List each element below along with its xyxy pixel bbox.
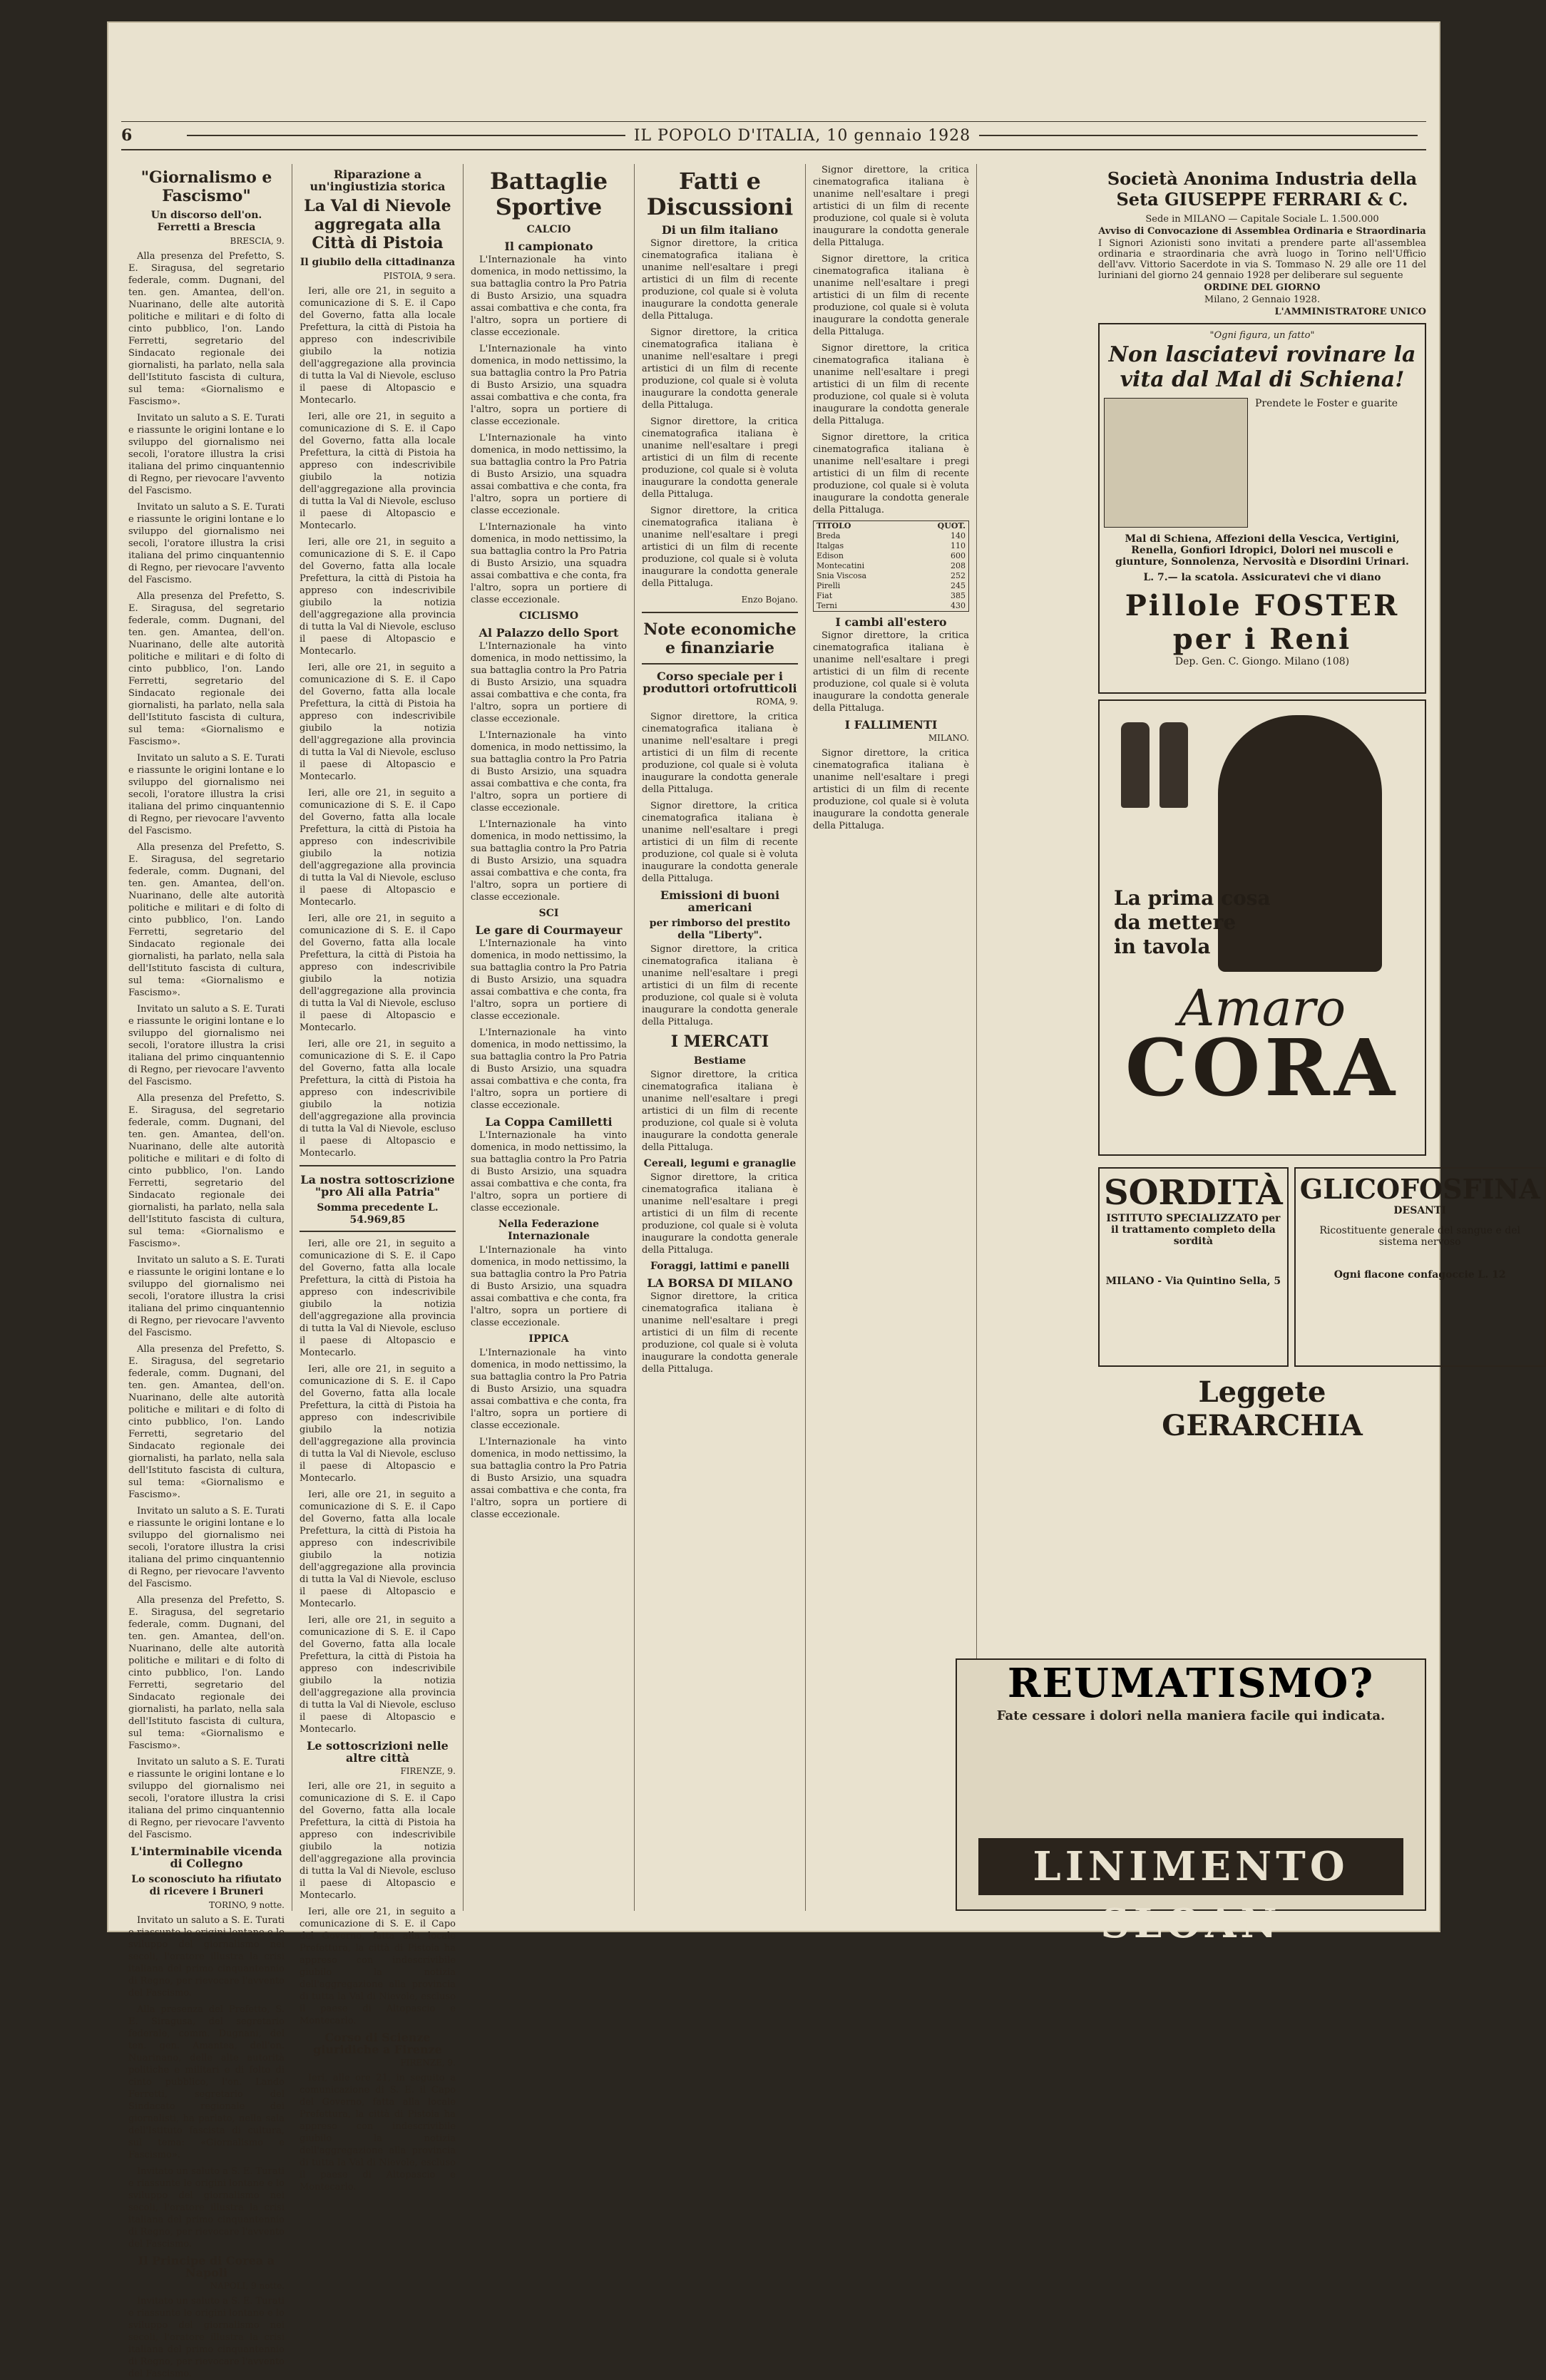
subhead-palazzo-sport: Al Palazzo dello Sport	[478, 626, 619, 640]
subhead-film: Di un film italiano	[661, 223, 779, 237]
article-paragraph: Invitato un saluto a S. E. Turati e riassunte le origini lontane e lo sviluppo del giornalismo nei secoli, l'oratore illustra la crisi italiana del primo cinquantennio di Regno, per rievocare l'avvento del Fascismo.	[128, 753, 285, 836]
table-row: Edison 600	[816, 551, 966, 560]
notice-date: Milano, 2 Gennaio 1928.	[1204, 294, 1321, 305]
subscription-section	[300, 1165, 456, 1232]
subhead-coppa-camilletti: La Coppa Camilletti	[485, 1115, 613, 1129]
headline-altre-citta: Le sottoscrizioni nelle altre città	[307, 1739, 449, 1765]
subhead-federazione: Nella Federazione Internazionale	[498, 1219, 600, 1242]
subhead-foraggi: Foraggi, lattimi e panelli	[650, 1261, 789, 1272]
article-paragraph: Ieri, alle ore 21, in seguito a comunicazione di S. E. il Capo del Governo, fatta alla locale Prefettura, la città di Pistoia ha appreso con indescrivibile giubilo la notizia dell'aggregazione alla provincia di tutta la Val di Nievole, escluso il paese di Altopascio e Montecarlo.	[300, 1781, 456, 1901]
headline-val-di-nievole: La Val di Nievole aggregata alla Città di Pistoia	[304, 197, 451, 252]
article-paragraph: L'Internazionale ha vinto domenica, in modo nettissimo, la sua battaglia contro la Pro Patria di Busto Arsizio, una squadra assai combattiva e che conta, fra l'altro, sopra un portiere di classe eccezionale.	[471, 433, 627, 516]
article-paragraph: Ieri, alle ore 21, in seguito a comunicazione di S. E. il Capo del Governo, fatta alla locale Prefettura, la città di Pistoia ha appreso con indescrivibile giubilo la notizia dell'aggregazione alla provincia di tutta la Val di Nievole, escluso il paese di Altopascio e Montecarlo.	[300, 1489, 456, 1609]
cora-brand: CORA	[1125, 1022, 1400, 1114]
article-paragraph: Ieri, alle ore 21, in seguito a comunicazione di S. E. il Capo del Governo, fatta alla locale Prefettura, la città di Pistoia ha appreso con indescrivibile giubilo la notizia dell'aggregazione alla provincia di tutta la Val di Nievole, escluso il paese di Altopascio e Montecarlo.	[300, 1238, 456, 1358]
table-row: Italgas 110	[816, 541, 966, 550]
article-paragraph: Signor direttore, la critica cinematografica italiana è unanime nell'esaltare i pregi artistici di un film di recente produzione, col quale si è voluta inaugurare la condotta generale della Pittaluga.	[813, 343, 969, 426]
cora-line-3: in tavola	[1114, 935, 1211, 958]
masthead	[121, 121, 1426, 150]
headline-fatti-discussioni: Fatti e Discussioni	[646, 168, 794, 220]
dateline-torino: TORINO, 9 notte.	[209, 1900, 285, 1910]
bottle-icon	[1121, 722, 1150, 808]
signature: Enzo Bojano.	[741, 595, 798, 605]
article-paragraph: Invitato un saluto a S. E. Turati e riassunte le origini lontane e lo sviluppo del giornalismo nei secoli, l'oratore illustra la crisi italiana del primo cinquantennio di Regno, per rievocare l'avvento del Fascismo.	[128, 2296, 285, 2379]
linimento-sloan-ad	[956, 1658, 1426, 1947]
section-calcio: CALCIO	[526, 224, 571, 235]
article-paragraph: Ieri, alle ore 21, in seguito a comunicazione di S. E. il Capo del Governo, fatta alla locale Prefettura, la città di Pistoia ha appreso con indescrivibile giubilo la notizia dell'aggregazione alla provincia di tutta la Val di Nievole, escluso il paese di Altopascio e Montecarlo.	[300, 537, 456, 657]
section-mercati: I MERCATI	[670, 1032, 769, 1051]
article-paragraph: Signor direttore, la critica cinematografica italiana è unanime nell'esaltare i pregi artistici di un film di recente produzione, col quale si è voluta inaugurare la condotta generale della Pittaluga.	[813, 630, 969, 714]
sordita-title: SORDITÀ	[1104, 1173, 1283, 1213]
article-paragraph: Signor direttore, la critica cinematografica italiana è unanime nell'esaltare i pregi artistici di un film di recente produzione, col quale si è voluta inaugurare la condotta generale della Pittaluga.	[642, 801, 798, 884]
subhead-emissioni: Emissioni di buoni americani	[660, 888, 780, 914]
notice-signature: L'AMMINISTRATORE UNICO	[1274, 307, 1426, 317]
article-paragraph: Alla presenza del Prefetto, S. E. Siragusa, del segretario federale, comm. Dugnani, del ten. gen. Amantea, dell'on. Nuarinano, delle alte autorità politiche e militari e di folto di cinto pubblico, l'on. Lando Ferretti, segretario del Sindacato regionale dei giornalisti, ha parlato, nella sala dell'Istituto fascista di cultura, sul tema: «Giornalismo e Fascismo».	[128, 1595, 285, 1751]
article-paragraph: Signor direttore, la critica cinematografica italiana è unanime nell'esaltare i pregi artistici di un film di recente produzione, col quale si è voluta inaugurare la condotta generale della Pittaluga.	[642, 1070, 798, 1153]
subscription-total: Somma precedente L. 54.969,85	[317, 1202, 439, 1226]
subhead-cereali: Cereali, legumi e granaglie	[643, 1158, 797, 1169]
article-paragraph: Signor direttore, la critica cinematografica italiana è unanime nell'esaltare i pregi artistici di un film di recente produzione, col quale si è voluta inaugurare la condotta generale della Pittaluga.	[642, 238, 798, 322]
glicofosfina-ad	[1294, 1167, 1546, 1367]
foster-illustration	[1104, 398, 1248, 528]
column-2	[292, 164, 464, 2192]
headline-riparazione: Riparazione a un'ingiustizia storica	[309, 168, 446, 193]
section-borsa: LA BORSA DI MILANO	[647, 1276, 793, 1290]
article-paragraph: Ieri, alle ore 21, in seguito a comunicazione di S. E. il Capo del Governo, fatta alla locale Prefettura, la città di Pistoia ha appreso con indescrivibile giubilo la notizia dell'aggregazione alla provincia di tutta la Val di Nievole, escluso il paese di Altopascio e Montecarlo.	[300, 1907, 456, 2026]
table-row: Snia Viscosa 252	[816, 571, 966, 580]
article-paragraph: L'Internazionale ha vinto domenica, in modo nettissimo, la sua battaglia contro la Pro Patria di Busto Arsizio, una squadra assai combattiva e che conta, fra l'altro, sopra un portiere di classe eccezionale.	[471, 938, 627, 1022]
article-paragraph: L'Internazionale ha vinto domenica, in modo nettissimo, la sua battaglia contro la Pro Patria di Busto Arsizio, una squadra assai combattiva e che conta, fra l'altro, sopra un portiere di classe eccezionale.	[471, 819, 627, 903]
headline-corea: Il Principe di Corea a Napoli	[138, 2254, 275, 2279]
glico-price: Ogni flacone confagoccie L. 12	[1333, 1269, 1506, 1281]
article-paragraph: L'Internazionale ha vinto domenica, in modo nettissimo, la sua battaglia contro la Pro Patria di Busto Arsizio, una squadra assai combattiva e che conta, fra l'altro, sopra un portiere di classe eccezionale.	[471, 255, 627, 338]
glico-sub: DESANTI	[1393, 1205, 1446, 1216]
cora-ad	[1098, 699, 1426, 1156]
article-paragraph: Ieri, alle ore 21, in seguito a comunicazione di S. E. il Capo del Governo, fatta alla locale Prefettura, la città di Pistoia ha appreso con indescrivibile giubilo la notizia dell'aggregazione alla provincia di tutta la Val di Nievole, escluso il paese di Altopascio e Montecarlo.	[300, 411, 456, 531]
article-paragraph: L'Internazionale ha vinto domenica, in modo nettissimo, la sua battaglia contro la Pro Patria di Busto Arsizio, una squadra assai combattiva e che conta, fra l'altro, sopra un portiere di classe eccezionale.	[471, 1027, 627, 1111]
article-paragraph: Signor direttore, la critica cinematografica italiana è unanime nell'esaltare i pregi artistici di un film di recente produzione, col quale si è voluta inaugurare la condotta generale della Pittaluga.	[642, 712, 798, 795]
foster-ad	[1098, 323, 1426, 694]
headline-battaglie-sportive: Battaglie Sportive	[489, 168, 608, 220]
reumatismo-title: REUMATISMO?	[1007, 1660, 1375, 1707]
masthead-rule-left	[187, 135, 625, 136]
article-paragraph: L'Internazionale ha vinto domenica, in modo nettissimo, la sua battaglia contro la Pro Patria di Busto Arsizio, una squadra assai combattiva e che conta, fra l'altro, sopra un portiere di classe eccezionale.	[471, 730, 627, 814]
dateline-pistoia: PISTOIA, 9 sera.	[383, 271, 456, 281]
column-5	[806, 164, 977, 1911]
article-paragraph: Signor direttore, la critica cinematografica italiana è unanime nell'esaltare i pregi artistici di un film di recente produzione, col quale si è voluta inaugurare la condotta generale della Pittaluga.	[642, 416, 798, 500]
subhead-corso-speciale: Corso speciale per i produttori ortofrutticoli	[643, 670, 797, 695]
article-paragraph: L'Internazionale ha vinto domenica, in modo nettissimo, la sua battaglia contro la Pro Patria di Busto Arsizio, una squadra assai combattiva e che conta, fra l'altro, sopra un portiere di classe eccezionale.	[471, 1437, 627, 1520]
dateline-brescia: BRESCIA, 9.	[230, 236, 285, 246]
column-4	[635, 164, 806, 1911]
article-paragraph: Invitato un saluto a S. E. Turati e riassunte le origini lontane e lo sviluppo del giornalismo nei secoli, l'oratore illustra la crisi italiana del primo cinquantennio di Regno, per rievocare l'avvento del Fascismo.	[128, 1506, 285, 1589]
article-paragraph: Ieri, alle ore 21, in seguito a comunicazione di S. E. il Capo del Governo, fatta alla locale Prefettura, la città di Pistoia ha appreso con indescrivibile giubilo la notizia dell'aggregazione alla provincia di tutta la Val di Nievole, escluso il paese di Altopascio e Montecarlo.	[300, 662, 456, 782]
article-paragraph: Signor direttore, la critica cinematografica italiana è unanime nell'esaltare i pregi artistici di un film di recente produzione, col quale si è voluta inaugurare la condotta generale della Pittaluga.	[813, 748, 969, 831]
headline-note-economiche: Note economiche e finanziarie	[643, 620, 797, 657]
dateline-firenze: FIRENZE, 9.	[400, 1766, 456, 1776]
gerarchia-ad: Leggete GERARCHIA	[1162, 1375, 1363, 1442]
table-row: Montecatini 208	[816, 561, 966, 570]
newspaper-page	[107, 21, 1540, 2379]
headline-giornalismo: "Giornalismo e Fascismo"	[140, 168, 272, 205]
stock-table	[813, 520, 969, 612]
subhead-bestiame: Bestiame	[693, 1055, 747, 1067]
agenda-title: ORDINE DEL GIORNO	[1204, 282, 1321, 293]
assembly-text: I Signori Azionisti sono invitati a prendere parte all'assemblea ordinaria e straordinaria che avrà luogo in Torino nell'Ufficio dell'avv. Vittorio Sacerdote in via S. Tommaso N. 29 alle ore 11 del luriniani del giorno 24 gennaio 1928 per deliberare sul seguente	[1098, 238, 1426, 281]
headline-sottoscrizione: La nostra sottoscrizione "pro Ali alla Patria"	[300, 1173, 455, 1199]
article-paragraph: Invitato un saluto a S. E. Turati e riassunte le origini lontane e lo sviluppo del giornalismo nei secoli, l'oratore illustra la crisi italiana del primo cinquantennio di Regno, per rievocare l'avvento del Fascismo.	[128, 502, 285, 585]
subhead-ferretti: Un discorso dell'on. Ferretti a Brescia	[150, 210, 262, 233]
foster-tagline: "Ogni figura, un fatto"	[1209, 330, 1315, 341]
dateline-napoli: NAPOLI, 9 notte.	[210, 2281, 285, 2291]
article-paragraph: Alla presenza del Prefetto, S. E. Siragusa, del segretario federale, comm. Dugnani, del ten. gen. Amantea, dell'on. Nuarinano, delle alte autorità politiche e militari e di folto di cinto pubblico, l'on. Lando Ferretti, segretario del Sindacato regionale dei giornalisti, ha parlato, nella sala dell'Istituto fascista di cultura, sul tema: «Giornalismo e Fascismo».	[128, 2004, 285, 2160]
article-paragraph: Signor direttore, la critica cinematografica italiana è unanime nell'esaltare i pregi artistici di un film di recente produzione, col quale si è voluta inaugurare la condotta generale della Pittaluga.	[642, 327, 798, 411]
headline-fallimenti: I FALLIMENTI	[844, 718, 938, 732]
article-paragraph: Invitato un saluto a S. E. Turati e riassunte le origini lontane e lo sviluppo del giornalismo nei secoli, l'oratore illustra la crisi italiana del primo cinquantennio di Regno, per rievocare l'avvento del Fascismo.	[128, 1255, 285, 1338]
subhead-courmayeur: Le gare di Courmayeur	[475, 923, 623, 937]
sordita-ad	[1098, 1167, 1289, 1367]
subhead-campionato: Il campionato	[504, 240, 593, 253]
article-paragraph: Alla presenza del Prefetto, S. E. Siragusa, del segretario federale, comm. Dugnani, del ten. gen. Amantea, dell'on. Nuarinano, delle alte autorità politiche e militari e di folto di cinto pubblico, l'on. Lando Ferretti, segretario del Sindacato regionale dei giornalisti, ha parlato, nella sala dell'Istituto fascista di cultura, sul tema: «Giornalismo e Fascismo».	[128, 591, 285, 747]
article-paragraph: Signor direttore, la critica cinematografica italiana è unanime nell'esaltare i pregi artistici di un film di recente produzione, col quale si è voluta inaugurare la condotta generale della Pittaluga.	[813, 432, 969, 516]
reumatismo-subtitle: Fate cessare i dolori nella maniera facile qui indicata.	[996, 1708, 1386, 1723]
table-row: Terni 430	[816, 601, 966, 610]
linimento-brand: LINIMENTO SLOAN	[978, 1838, 1403, 1895]
article-paragraph: Signor direttore, la critica cinematografica italiana è unanime nell'esaltare i pregi artistici di un film di recente produzione, col quale si è voluta inaugurare la condotta generale della Pittaluga.	[642, 506, 798, 589]
foster-price: L. 7.— la scatola. Assicuratevi che vi diano	[1143, 572, 1381, 583]
article-paragraph: Ieri, alle ore 21, in seguito a comunicazione di S. E. il Capo del Governo, fatta alla locale Prefettura, la città di Pistoia ha appreso con indescrivibile giubilo la notizia dell'aggregazione alla provincia di tutta la Val di Nievole, escluso il paese di Altopascio e Montecarlo.	[300, 1039, 456, 1159]
advertisements-panel	[1098, 164, 1540, 1911]
article-paragraph: Invitato un saluto a S. E. Turati e riassunte le origini lontane e lo sviluppo del giornalismo nei secoli, l'oratore illustra la crisi italiana del primo cinquantennio di Regno, per rievocare l'avvento del Fascismo.	[128, 1757, 285, 1840]
table-row: Fiat 385	[816, 591, 966, 600]
masthead-rule-right	[979, 135, 1418, 136]
cora-brand-amaro: Amaro	[1178, 979, 1346, 1037]
article-paragraph: Alla presenza del Prefetto, S. E. Siragusa, del segretario federale, comm. Dugnani, del ten. gen. Amantea, dell'on. Nuarinano, delle alte autorità politiche e militari e di folto di cinto pubblico, l'on. Lando Ferretti, segretario del Sindacato regionale dei giornalisti, ha parlato, nella sala dell'Istituto fascista di cultura, sul tema: «Giornalismo e Fascismo».	[128, 1093, 285, 1249]
article-paragraph: Ieri, alle ore 21, in seguito a comunicazione di S. E. il Capo del Governo, fatta alla locale Prefettura, la città di Pistoia ha appreso con indescrivibile giubilo la notizia dell'aggregazione alla provincia di tutta la Val di Nievole, escluso il paese di Altopascio e Montecarlo.	[300, 913, 456, 1033]
article-paragraph: L'Internazionale ha vinto domenica, in modo nettissimo, la sua battaglia contro la Pro Patria di Busto Arsizio, una squadra assai combattiva e che conta, fra l'altro, sopra un portiere di classe eccezionale.	[471, 1348, 627, 1431]
section-ciclismo: CICLISMO	[518, 610, 579, 622]
article-paragraph: Invitato un saluto a S. E. Turati e riassunte le origini lontane e lo sviluppo del giornalismo nei secoli, l'oratore illustra la crisi italiana del primo cinquantennio di Regno, per rievocare l'avvento del Fascismo.	[128, 413, 285, 496]
article-paragraph: Ieri, alle ore 21, in seguito a comunicazione di S. E. il Capo del Governo, fatta alla locale Prefettura, la città di Pistoia ha appreso con indescrivibile giubilo la notizia dell'aggregazione alla provincia di tutta la Val di Nievole, escluso il paese di Altopascio e Montecarlo.	[300, 286, 456, 406]
article-paragraph: Invitato un saluto a S. E. Turati e riassunte le origini lontane e lo sviluppo del giornalismo nei secoli, l'oratore illustra la crisi italiana del primo cinquantennio di Regno, per rievocare l'avvento del Fascismo.	[128, 1915, 285, 1999]
cora-line-2: da mettere	[1114, 911, 1237, 934]
dateline-firenze-2: FIRENZE, 9.	[400, 2058, 456, 2068]
table-row: Breda 140	[816, 531, 966, 540]
column-1	[121, 164, 292, 2379]
company-seat: Sede in MILANO — Capitale Sociale L. 1.500.000	[1145, 214, 1379, 225]
article-paragraph: Invitato un saluto a S. E. Turati e riassunte le origini lontane e lo sviluppo del giornalismo nei secoli, l'oratore illustra la crisi italiana del primo cinquantennio di Regno, per rievocare l'avvento del Fascismo.	[128, 1004, 285, 1087]
column-3	[464, 164, 635, 1911]
article-paragraph: Signor direttore, la critica cinematografica italiana è unanime nell'esaltare i pregi artistici di un film di recente produzione, col quale si è voluta inaugurare la condotta generale della Pittaluga.	[813, 254, 969, 337]
article-paragraph: Signor direttore, la critica cinematografica italiana è unanime nell'esaltare i pregi artistici di un film di recente produzione, col quale si è voluta inaugurare la condotta generale della Pittaluga.	[813, 165, 969, 248]
headline-collegno: L'interminabile vicenda di Collegno	[130, 1845, 282, 1870]
dateline-milano: MILANO.	[928, 733, 969, 743]
table-row: Pirelli 245	[816, 581, 966, 590]
subhead-giubilo: Il giubilo della cittadinanza	[300, 257, 456, 268]
foster-subhead: Prendete le Foster e guarite	[1255, 398, 1398, 409]
article-paragraph: Ieri, alle ore 21, in seguito a comunicazione di S. E. il Capo del Governo, fatta alla locale Prefettura, la città di Pistoia ha appreso con indescrivibile giubilo la notizia dell'aggregazione alla provincia di tutta la Val di Nievole, escluso il paese di Altopascio e Montecarlo.	[300, 1364, 456, 1484]
sordita-subtitle: ISTITUTO SPECIALIZZATO per il trattamento completo della sordità	[1106, 1213, 1281, 1247]
subhead-liberty: per rimborso del prestito della "Liberty".	[649, 918, 791, 941]
foster-body: Mal di Schiena, Affezioni della Vescica, Vertigini, Renella, Gonfiori Idropici, Dolori nei muscoli e giunture, Sonnolenza, Nervosità e Disordini Urinari.	[1115, 533, 1409, 568]
article-paragraph: Ieri, alle ore 21, in seguito a comunicazione di S. E. il Capo del Governo, fatta alla locale Prefettura, la città di Pistoia ha appreso con indescrivibile giubilo la notizia dell'aggregazione alla provincia di tutta la Val di Nievole, escluso il paese di Altopascio e Montecarlo.	[300, 1615, 456, 1735]
glico-body: Ricostituente generale del sangue e del sistema nervoso	[1319, 1225, 1520, 1248]
article-paragraph: Invitato un saluto a S. E. Turati e riassunte le origini lontane e lo sviluppo del giornalismo nei secoli, l'oratore illustra la crisi italiana del primo cinquantennio di Regno, per rievocare l'avvento del Fascismo.	[128, 2166, 285, 2250]
article-paragraph: Alla presenza del Prefetto, S. E. Siragusa, del segretario federale, comm. Dugnani, del ten. gen. Amantea, dell'on. Nuarinano, delle alte autorità politiche e militari e di folto di cinto pubblico, l'on. Lando Ferretti, segretario del Sindacato regionale dei giornalisti, ha parlato, nella sala dell'Istituto fascista di cultura, sul tema: «Giornalismo e Fascismo».	[128, 251, 285, 407]
assembly-notice: Avviso di Convocazione di Assemblea Ordinaria e Straordinaria	[1098, 226, 1426, 237]
article-paragraph: Signor direttore, la critica cinematografica italiana è unanime nell'esaltare i pregi artistici di un film di recente produzione, col quale si è voluta inaugurare la condotta generale della Pittaluga.	[642, 1172, 798, 1256]
subhead-collegno: Lo sconosciuto ha rifiutato di ricevere i Bruneri	[131, 1874, 282, 1897]
headline-corso-scienze: Corso di Scienze giuridiche a Firenze	[313, 2031, 442, 2056]
article-paragraph: L'Internazionale ha vinto domenica, in modo nettissimo, la sua battaglia contro la Pro Patria di Busto Arsizio, una squadra assai combattiva e che conta, fra l'altro, sopra un portiere di classe eccezionale.	[471, 1130, 627, 1214]
foster-brand: Pillole FOSTER per i Reni	[1125, 589, 1400, 656]
article-paragraph: Alla presenza del Prefetto, S. E. Siragusa, del segretario federale, comm. Dugnani, del ten. gen. Amantea, dell'on. Nuarinano, delle alte autorità politiche e militari e di folto di cinto pubblico, l'on. Lando Ferretti, segretario del Sindacato regionale dei giornalisti, ha parlato, nella sala dell'Istituto fascista di cultura, sul tema: «Giornalismo e Fascismo».	[128, 1344, 285, 1500]
article-paragraph: Signor direttore, la critica cinematografica italiana è unanime nell'esaltare i pregi artistici di un film di recente produzione, col quale si è voluta inaugurare la condotta generale della Pittaluga.	[642, 1291, 798, 1375]
masthead-title: IL POPOLO D'ITALIA, 10 gennaio 1928	[633, 126, 971, 145]
foster-depot: Dep. Gen. C. Giongo. Milano (108)	[1174, 656, 1350, 667]
section-sci: SCI	[538, 908, 559, 919]
headline-cambi: I cambi all'estero	[835, 615, 947, 629]
economic-section	[642, 612, 798, 665]
stock-table-header: TITOLO QUOT.	[816, 521, 966, 530]
article-paragraph: L'Internazionale ha vinto domenica, in modo nettissimo, la sua battaglia contro la Pro Patria di Busto Arsizio, una squadra assai combattiva e che conta, fra l'altro, sopra un portiere di classe eccezionale.	[471, 344, 627, 427]
dateline-roma: ROMA, 9.	[756, 697, 798, 707]
article-paragraph: L'Internazionale ha vinto domenica, in modo nettissimo, la sua battaglia contro la Pro Patria di Busto Arsizio, una squadra assai combattiva e che conta, fra l'altro, sopra un portiere di classe eccezionale.	[471, 1245, 627, 1328]
foster-headline: Non lasciatevi rovinare la vita dal Mal di Schiena!	[1108, 342, 1416, 392]
glico-title: GLICOFOSFINA	[1299, 1173, 1540, 1205]
bottle-icon	[1160, 722, 1188, 808]
article-paragraph: L'Internazionale ha vinto domenica, in modo nettissimo, la sua battaglia contro la Pro Patria di Busto Arsizio, una squadra assai combattiva e che conta, fra l'altro, sopra un portiere di classe eccezionale.	[471, 522, 627, 605]
article-paragraph: Alla presenza del Prefetto, S. E. Siragusa, del segretario federale, comm. Dugnani, del ten. gen. Amantea, dell'on. Nuarinano, delle alte autorità politiche e militari e di folto di cinto pubblico, l'on. Lando Ferretti, segretario del Sindacato regionale dei giornalisti, ha parlato, nella sala dell'Istituto fascista di cultura, sul tema: «Giornalismo e Fascismo».	[128, 842, 285, 998]
cora-line-1: La prima cosa	[1114, 886, 1271, 910]
article-paragraph: Ieri, alle ore 21, in seguito a comunicazione di S. E. il Capo del Governo, fatta alla locale Prefettura, la città di Pistoia ha appreso con indescrivibile giubilo la notizia dell'aggregazione alla provincia di tutta la Val di Nievole, escluso il paese di Altopascio e Montecarlo.	[300, 2073, 456, 2192]
article-paragraph: Ieri, alle ore 21, in seguito a comunicazione di S. E. il Capo del Governo, fatta alla locale Prefettura, la città di Pistoia ha appreso con indescrivibile giubilo la notizia dell'aggregazione alla provincia di tutta la Val di Nievole, escluso il paese di Altopascio e Montecarlo.	[300, 788, 456, 908]
sordita-address: MILANO - Via Quintino Sella, 5	[1105, 1276, 1281, 1287]
article-paragraph: L'Internazionale ha vinto domenica, in modo nettissimo, la sua battaglia contro la Pro Patria di Busto Arsizio, una squadra assai combattiva e che conta, fra l'altro, sopra un portiere di classe eccezionale.	[471, 641, 627, 724]
section-ippica: IPPICA	[528, 1333, 569, 1345]
company-name: Società Anonima Industria della Seta GIUSEPPE FERRARI & C.	[1107, 168, 1418, 210]
article-paragraph: Signor direttore, la critica cinematografica italiana è unanime nell'esaltare i pregi artistici di un film di recente produzione, col quale si è voluta inaugurare la condotta generale della Pittaluga.	[642, 944, 798, 1027]
page-number: 6	[121, 126, 133, 145]
